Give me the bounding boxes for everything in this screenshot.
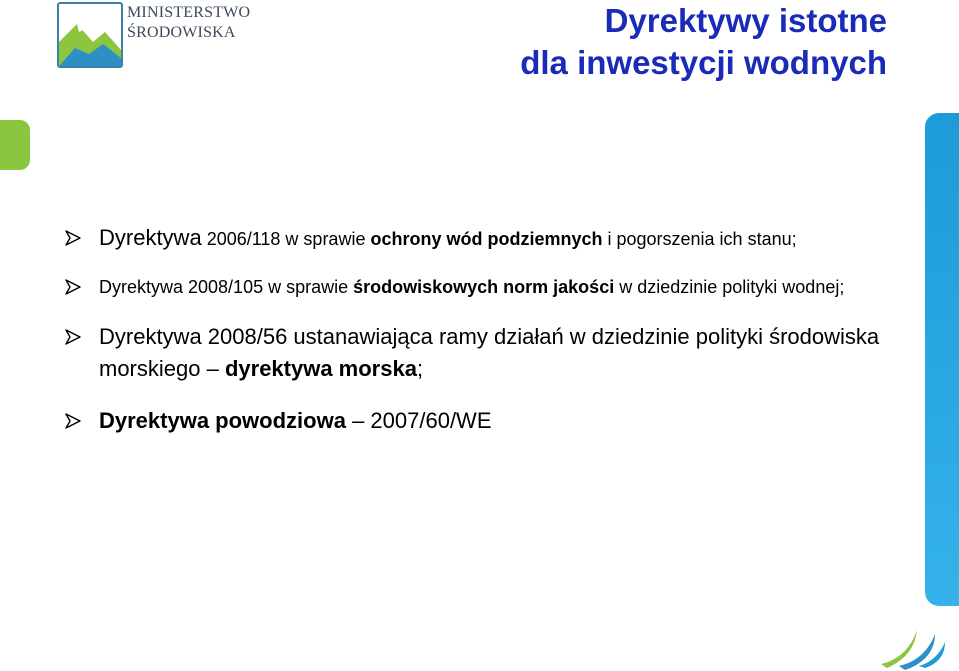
arrow-bullet-icon	[64, 412, 82, 430]
arrow-bullet-icon	[64, 278, 82, 296]
item-text: i pogorszenia ich stanu;	[602, 229, 797, 249]
page-title	[520, 0, 887, 84]
ministry-logo	[57, 2, 257, 70]
green-side-tab	[0, 120, 30, 170]
item-text: w dziedzinie polityki wodnej;	[614, 277, 845, 297]
list-item	[64, 321, 914, 385]
list-item	[64, 271, 914, 303]
ministry-name-line1: MINISTERSTWO	[127, 4, 251, 21]
mountain-landscape-logo-icon	[57, 2, 123, 68]
item-text: Dyrektywa 2008/105 w sprawie	[99, 277, 354, 297]
item-text: ;	[416, 356, 424, 381]
ministry-name-line2: ŚRODOWISKA	[127, 24, 236, 41]
list-item	[64, 405, 914, 437]
item-text: – 2007/60/WE	[345, 408, 492, 433]
item-bold-text: Dyrektywa powodziowa	[99, 408, 346, 433]
item-bold-text: dyrektywa morska	[224, 356, 417, 381]
directive-list	[64, 222, 914, 437]
item-text: Dyrektywa	[99, 225, 202, 250]
item-bold-text: środowiskowych norm jakości	[353, 277, 615, 297]
list-item	[64, 222, 914, 255]
item-text: Dyrektywa 2008/56 ustanawiająca ramy działań w dziedzinie polityki środowiska morskiego –	[99, 324, 880, 381]
ministry-name	[127, 3, 250, 43]
title-line1: Dyrektywy istotne	[604, 2, 887, 39]
blue-side-bar	[925, 113, 959, 606]
swoosh-logo-icon	[877, 618, 949, 670]
arrow-bullet-icon	[64, 229, 82, 247]
item-bold-text: ochrony wód podziemnych	[370, 229, 603, 249]
title-line2: dla inwestycji wodnych	[520, 44, 887, 81]
item-text: 2006/118 w sprawie	[201, 229, 371, 249]
arrow-bullet-icon	[64, 328, 82, 346]
